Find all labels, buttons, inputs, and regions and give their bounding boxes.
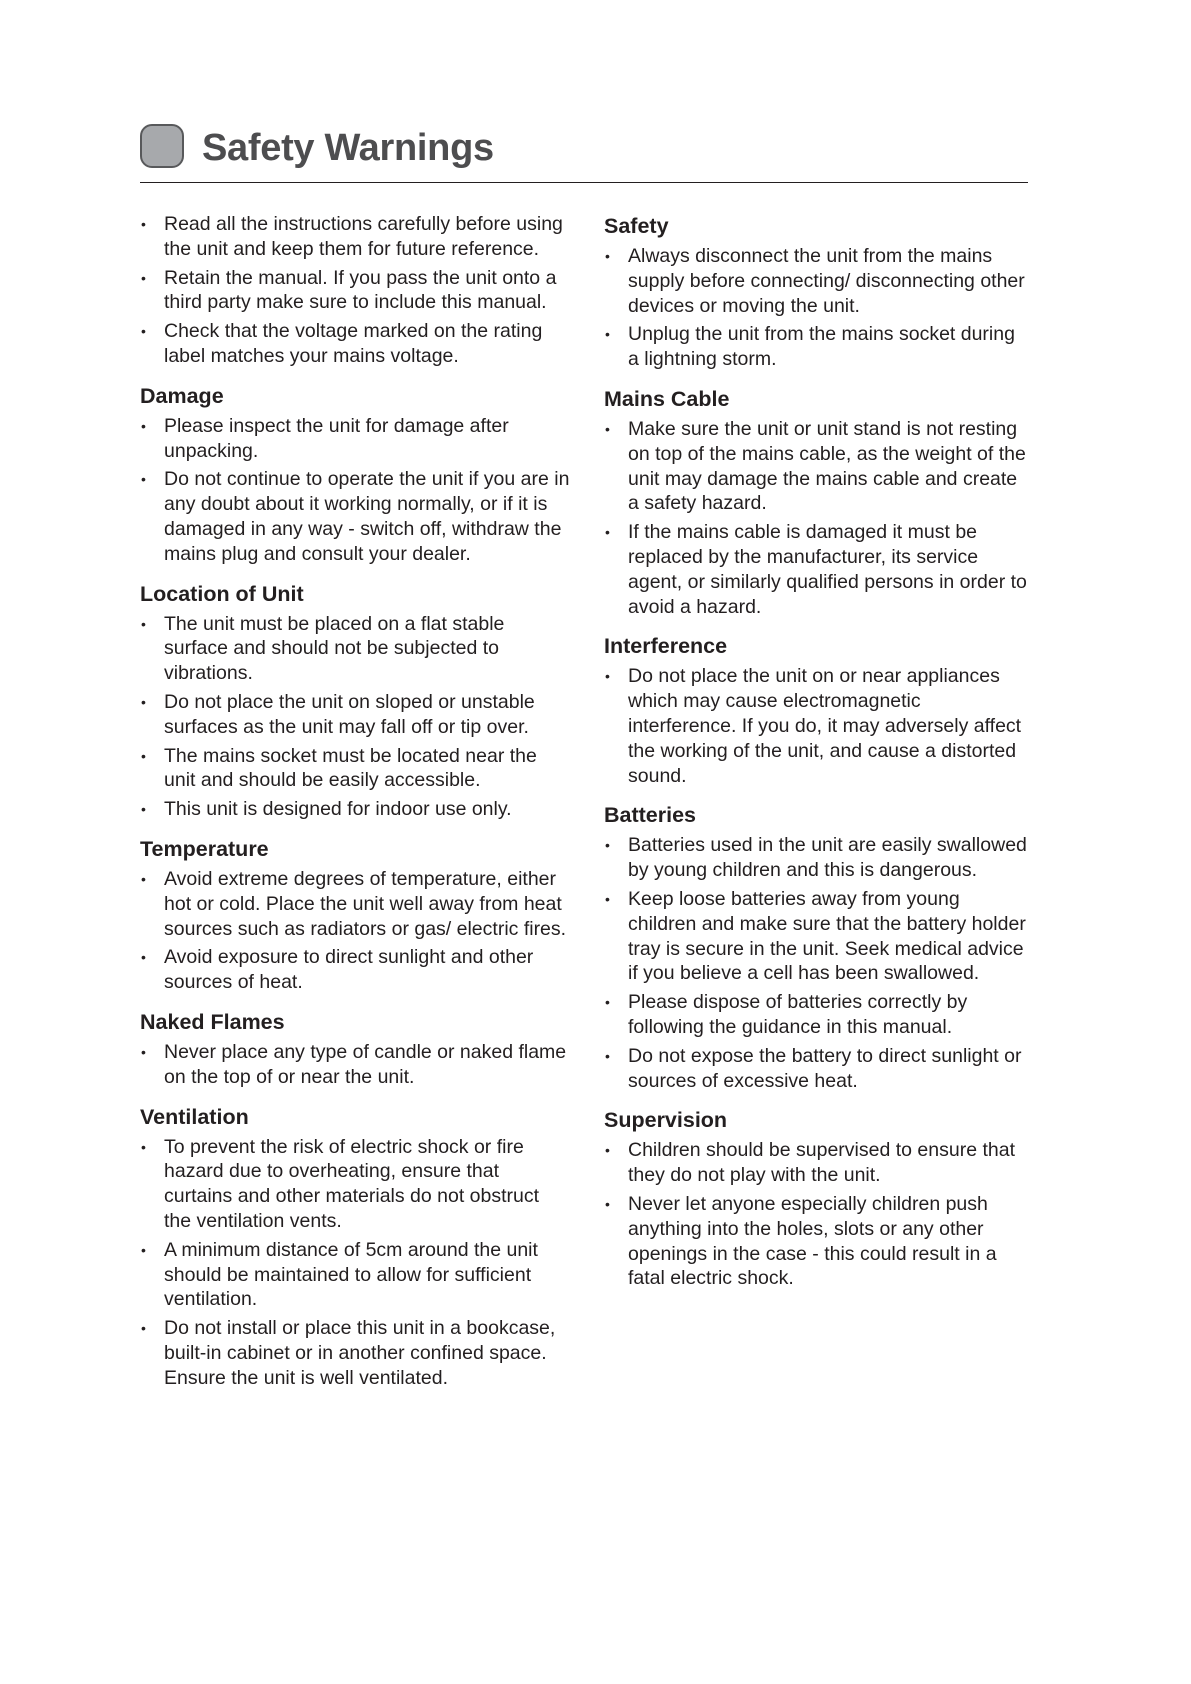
list-item: • Do not place the unit on or near appliances which may cause electromagnetic interference. If you do, it may adversely affect the working of the unit, and cause a distorted sound. — [604, 664, 1030, 788]
section-title: Damage — [140, 383, 224, 408]
bullet-list — [140, 1135, 570, 1391]
section-temperature — [140, 835, 570, 995]
list-item: • Avoid exposure to direct sunlight and other sources of heat. — [140, 945, 570, 995]
list-item: • This unit is designed for indoor use only. — [140, 797, 570, 822]
section-title: Batteries — [604, 803, 697, 828]
section-mains-cable — [604, 385, 1030, 619]
bullet-list — [140, 414, 570, 567]
right-column — [604, 212, 1030, 1304]
list-item: • A minimum distance of 5cm around the unit should be maintained to allow for sufficient ventilation. — [140, 1238, 570, 1312]
bullet-list — [140, 867, 570, 995]
section-location-of-unit — [140, 580, 570, 822]
list-item: • Do not install or place this unit in a bookcase, built-in cabinet or in another confined space. Ensure the unit is well ventilated. — [140, 1316, 570, 1390]
section-title: Supervision — [604, 1108, 728, 1133]
section-title: Temperature — [140, 836, 269, 861]
list-item: • Do not place the unit on sloped or unstable surfaces as the unit may fall off or tip over. — [140, 690, 570, 740]
bullet-list — [140, 1040, 570, 1090]
intro-list — [140, 212, 570, 369]
bullet-list — [140, 612, 570, 822]
section-ventilation — [140, 1103, 570, 1391]
list-item: • Do not expose the battery to direct sunlight or sources of excessive heat. — [604, 1044, 1030, 1094]
list-item: • To prevent the risk of electric shock or fire hazard due to overheating, ensure that curtains and other materials do not obstruct the ventilation vents. — [140, 1135, 570, 1234]
list-item: • Check that the voltage marked on the rating label matches your mains voltage. — [140, 319, 570, 369]
list-item: • Never let anyone especially children push anything into the holes, slots or any other openings in the case - this could result in a fatal electric shock. — [604, 1192, 1030, 1291]
section-title: Mains Cable — [604, 386, 730, 411]
bullet-list — [604, 244, 1030, 372]
left-column — [140, 212, 570, 1403]
list-item: • Always disconnect the unit from the mains supply before connecting/ disconnecting other devices or moving the unit. — [604, 244, 1030, 318]
section-naked-flames — [140, 1008, 570, 1090]
list-item: • Do not continue to operate the unit if you are in any doubt about it working normally, or if it is damaged in any way - switch off, withdraw the mains plug and consult your dealer. — [140, 467, 570, 566]
section-title: Location of Unit — [140, 581, 304, 606]
list-item: • If the mains cable is damaged it must be replaced by the manufacturer, its service agent, or similarly qualified persons in order to avoid a hazard. — [604, 520, 1030, 619]
section-title: Safety — [604, 214, 669, 238]
bullet-list — [604, 1138, 1030, 1291]
bullet-list — [604, 417, 1030, 619]
page-header — [140, 120, 1028, 183]
section-title: Ventilation — [140, 1104, 249, 1129]
list-item: • Please dispose of batteries correctly by following the guidance in this manual. — [604, 990, 1030, 1040]
list-item: • Never place any type of candle or naked flame on the top of or near the unit. — [140, 1040, 570, 1090]
list-item: • Avoid extreme degrees of temperature, either hot or cold. Place the unit well away from heat sources such as radiators or gas/ electric fires. — [140, 867, 570, 941]
section-title: Interference — [604, 634, 728, 659]
list-item: • Retain the manual. If you pass the unit onto a third party make sure to include this manual. — [140, 266, 570, 316]
section-batteries — [604, 801, 1030, 1093]
intro-section — [140, 212, 570, 369]
section-safety — [604, 212, 1030, 372]
section-title: Naked Flames — [140, 1009, 285, 1034]
list-item: • Please inspect the unit for damage after unpacking. — [140, 414, 570, 464]
list-item: • Batteries used in the unit are easily swallowed by young children and this is dangerous. — [604, 833, 1030, 883]
bullet-list — [604, 664, 1030, 788]
list-item: • Make sure the unit or unit stand is not resting on top of the mains cable, as the weight of the unit may damage the mains cable and create a safety hazard. — [604, 417, 1030, 516]
list-item: • Unplug the unit from the mains socket during a lightning storm. — [604, 322, 1030, 372]
rounded-square-icon — [140, 124, 184, 168]
page-title: Safety Warnings — [202, 127, 494, 169]
bullet-list — [604, 833, 1030, 1093]
list-item: • Children should be supervised to ensure that they do not play with the unit. — [604, 1138, 1030, 1188]
section-damage — [140, 382, 570, 567]
section-supervision — [604, 1106, 1030, 1291]
section-interference — [604, 632, 1030, 788]
list-item: • The unit must be placed on a flat stable surface and should not be subjected to vibrations. — [140, 612, 570, 686]
list-item: • The mains socket must be located near the unit and should be easily accessible. — [140, 744, 570, 794]
list-item: • Read all the instructions carefully before using the unit and keep them for future reference. — [140, 212, 570, 262]
list-item: • Keep loose batteries away from young children and make sure that the battery holder tray is secure in the unit. Seek medical advice if you believe a cell has been swallowed. — [604, 887, 1030, 986]
